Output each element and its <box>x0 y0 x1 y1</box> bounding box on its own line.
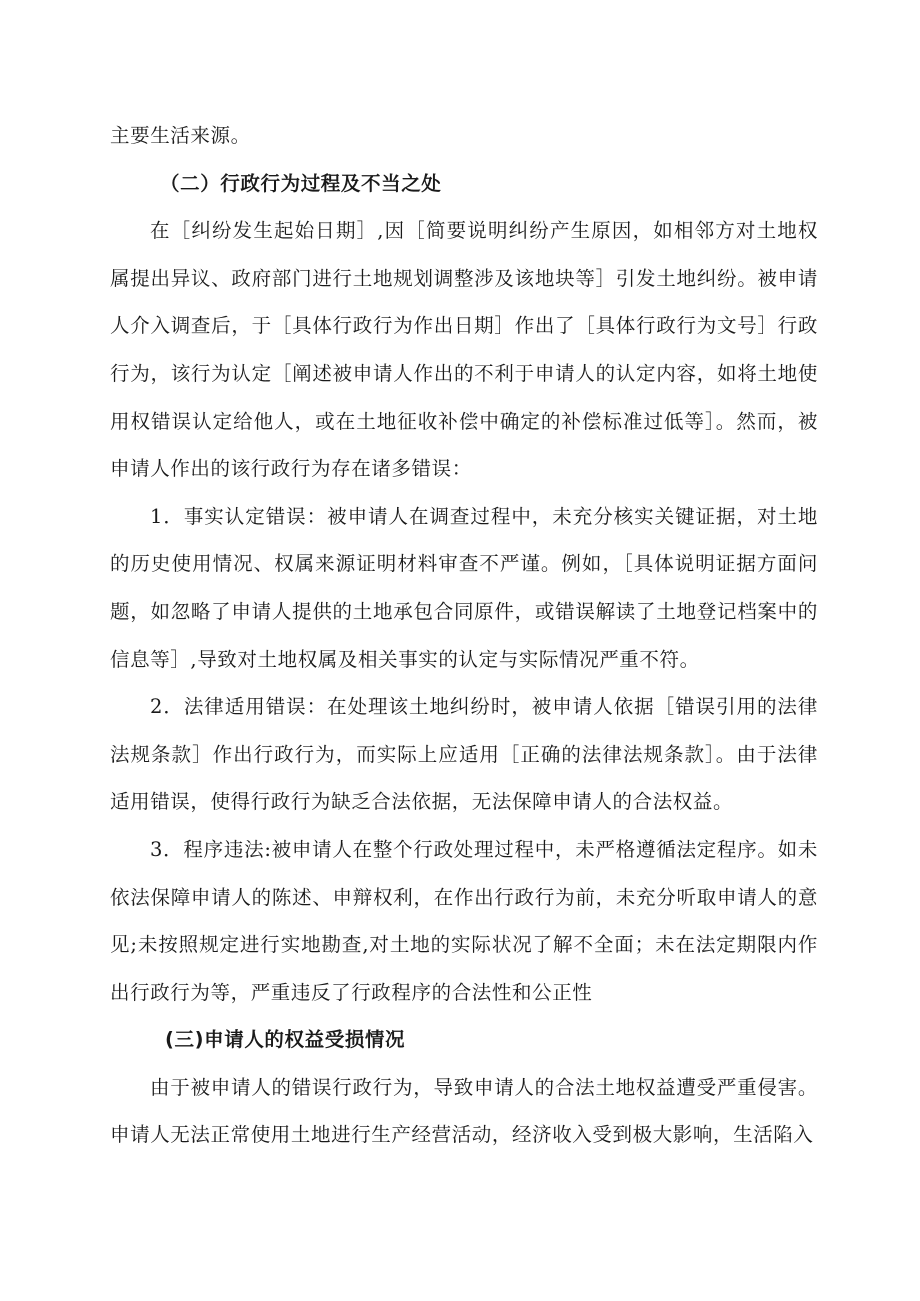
section-3-paragraph: 由于被申请人的错误行政行为，导致申请人的合法土地权益遭受严重侵害。申请人无法正常使用土地进行生产经营活动，经济收入受到极大影响，生活陷入 <box>110 1075 818 1147</box>
section-2-paragraph: 在［纠纷发生起始日期］,因［简要说明纠纷产生原因，如相邻方对土地权属提出异议、政府部门进行土地规划调整涉及该地块等］引发土地纠纷。被申请人介入调查后，于［具体行政行为作出日期］作出了［具体行政行为文号］行政行为，该行为认定［阐述被申请人作出的不利于申请人的认定内容，如将土地使用权错误认定给他人，或在土地征收补偿中确定的补偿标准过低等］。然而，被申请人作出的该行政行为存在诸多错误： <box>110 219 818 481</box>
section-2-item-1: 1．事实认定错误：被申请人在调查过程中，未充分核实关键证据，对土地的历史使用情况、权属来源证明材料审查不严谨。例如，［具体说明证据方面问题，如忽略了申请人提供的土地承包合同原件，或错误解读了土地登记档案中的信息等］,导致对土地权属及相关事实的认定与实际情况严重不符。 <box>110 504 818 671</box>
document-body <box>110 112 818 1159</box>
section-2-item-2: 2．法律适用错误：在处理该土地纠纷时，被申请人依据［错误引用的法律法规条款］作出行政行为，而实际上应适用［正确的法律法规条款］。由于法律适用错误，使得行政行为缺乏合法依据，无法保障申请人的合法权益。 <box>110 695 818 814</box>
intro-fragment: 主要生活来源。 <box>110 124 251 147</box>
section-2-item-3: 3．程序违法:被申请人在整个行政处理过程中，未严格遵循法定程序。如未依法保障申请人的陈述、申辩权利，在作出行政行为前，未充分听取申请人的意见;未按照规定进行实地勘查,对土地的实际状况了解不全面；未在法定期限内作出行政行为等，严重违反了行政程序的合法性和公正性 <box>110 837 818 1004</box>
section-3-heading: (三)申请人的权益受损情况 <box>165 1028 406 1052</box>
section-2-heading: （二）行政行为过程及不当之处 <box>160 171 442 195</box>
